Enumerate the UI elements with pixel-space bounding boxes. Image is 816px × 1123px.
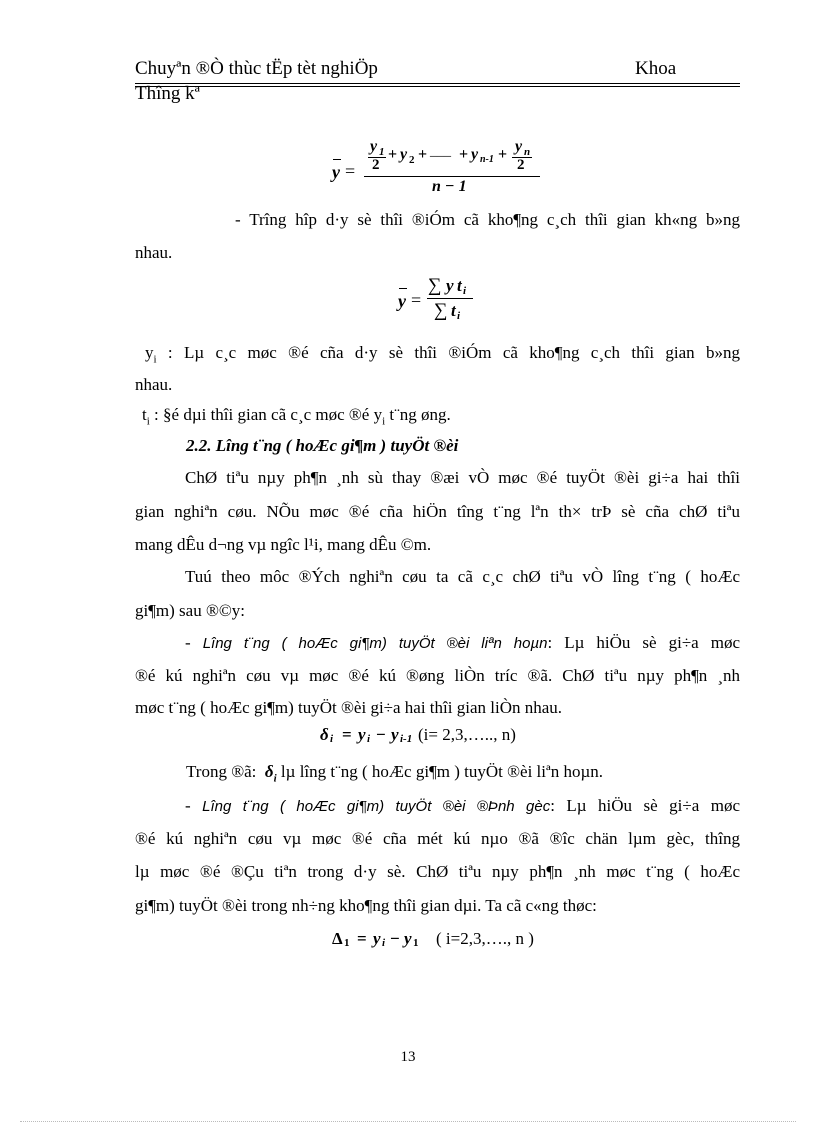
header-title: Chuyªn ®Ò thùc tËp tèt nghiÖp bbox=[135, 58, 378, 79]
formula3-y1-sub: i bbox=[367, 733, 371, 745]
yi-symbol: y bbox=[145, 343, 154, 362]
para6-line3: lµ møc ®é ®Çu tiªn trong d·y sè. ChØ tiªu nµy ph¶n ¸nh møc t¨ng ( hoÆc bbox=[135, 862, 740, 881]
formula2-num-t: t bbox=[457, 276, 462, 295]
formula1-plus1: + bbox=[388, 146, 398, 163]
formula1-yn1-sub: n-1 bbox=[480, 154, 494, 165]
para4-line3: møc t¨ng ( hoÆc gi¶m) tuyÖt ®èi gi÷a hai thîi gian liÒn nhau. bbox=[135, 698, 563, 717]
para3-line1: Tuú theo môc ®Ých nghiªn cøu ta cã c¸c chØ tiªu vÒ lîng t¨ng ( hoÆc bbox=[185, 567, 740, 586]
header-rule-top bbox=[135, 83, 740, 84]
formula1-main-frac bbox=[364, 176, 540, 177]
formula4-y2-sub: 1 bbox=[413, 937, 419, 949]
para4-line2: ®é kú nghiªn cøu vµ møc ®é kú ®øng liÒn tríc ®ã. ChØ tiªu nµy ph¶n ¸nh bbox=[135, 666, 740, 685]
para6-line4: gi¶m) tuyÖt ®èi trong nh÷ng kho¶ng thîi gian dµi. Ta cã c«ng thøc: bbox=[135, 896, 597, 915]
page-number: 13 bbox=[400, 1049, 416, 1065]
formula2-den-i: i bbox=[457, 310, 461, 322]
para3-line2: gi¶m) sau ®©y: bbox=[135, 601, 246, 620]
formula3-y1: y bbox=[358, 725, 366, 744]
ti-definition bbox=[142, 405, 451, 431]
formula1-num-a-den: 2 bbox=[372, 157, 380, 173]
ti-text1: : §é dµi thîi gian cã c¸c møc ®é y bbox=[149, 405, 383, 424]
formula2-num-y: y bbox=[446, 276, 454, 295]
formula1-dash: ___ bbox=[430, 144, 451, 159]
formula3-minus: − bbox=[376, 725, 386, 744]
formula1-y2-sub: 2 bbox=[409, 154, 415, 166]
para4-line1-rest: : Lµ hiÖu sè gi÷a møc bbox=[547, 633, 740, 652]
para4-prefix: - bbox=[185, 633, 203, 652]
ti-yi-subscript: i bbox=[382, 415, 386, 428]
formula2-bar bbox=[399, 288, 407, 289]
header-rule-bottom bbox=[135, 86, 740, 87]
formula1-yn-den: 2 bbox=[517, 157, 525, 173]
formula2-num-sigma: ∑ bbox=[428, 275, 442, 296]
formula-chain-absolute-change bbox=[320, 725, 580, 753]
formula3-condition: (i= 2,3,….., n) bbox=[418, 725, 516, 744]
formula1-plus2: + bbox=[418, 146, 428, 163]
formula2-den-t: t bbox=[451, 301, 456, 320]
formula4-delta: Δ bbox=[332, 929, 343, 948]
formula-weighted-mean bbox=[398, 277, 488, 329]
para5-text1: Trong ®ã: bbox=[186, 762, 257, 781]
header-department-line2: Thîng kª bbox=[135, 83, 200, 104]
formula4-eq: = bbox=[357, 929, 367, 948]
formula4-delta-sub: 1 bbox=[344, 937, 350, 949]
formula2-lhs: y bbox=[398, 291, 406, 311]
para1-line1: - Trîng hîp d·y sè thîi ®iÓm cã kho¶ng c¸ch thîi gian kh«ng b»ng bbox=[235, 210, 740, 229]
page-bottom-edge bbox=[20, 1121, 796, 1122]
para2-line3: mang dÊu d¬ng vµ ngîc l¹i, mang dÊu ©m. bbox=[135, 535, 432, 554]
formula1-num-a-sub: 1 bbox=[379, 146, 385, 158]
yi-definition-line1 bbox=[145, 343, 740, 369]
ti-symbol: t bbox=[142, 405, 147, 424]
formula2-den-sigma: ∑ bbox=[434, 300, 448, 321]
formula1-yn: y bbox=[515, 138, 523, 155]
formula1-plus3: + bbox=[459, 146, 469, 163]
yi-subscript: i bbox=[153, 353, 157, 366]
formula4-condition: ( i=2,3,…., n ) bbox=[436, 929, 534, 948]
formula2-frac bbox=[427, 298, 473, 299]
formula4-y1-sub: i bbox=[382, 937, 386, 949]
para4-italic-term: Lîng t¨ng ( hoÆc gi¶m) tuyÖt ®èi liªn hoµn bbox=[202, 635, 548, 652]
formula-base-absolute-change bbox=[332, 929, 592, 957]
formula1-bar bbox=[333, 159, 341, 160]
ti-subscript: i bbox=[146, 415, 150, 428]
formula4-y2: y bbox=[404, 929, 412, 948]
para5 bbox=[186, 762, 603, 788]
para5-delta: δ bbox=[264, 762, 274, 781]
formula-chronological-mean bbox=[332, 138, 547, 198]
formula1-eq: = bbox=[345, 161, 356, 181]
yi-definition-line2: nhau. bbox=[135, 375, 173, 394]
formula3-delta: δ bbox=[320, 725, 329, 744]
formula1-yn-sub: n bbox=[524, 146, 531, 158]
para6-prefix: - bbox=[185, 796, 203, 815]
formula2-eq: = bbox=[411, 290, 422, 310]
formula3-y2: y bbox=[391, 725, 399, 744]
formula3-delta-sub: i bbox=[330, 733, 334, 745]
yi-text: : Lµ c¸c møc ®é cña d·y sè thîi ®iÓm cã kho¶ng c¸ch thîi gian b»ng bbox=[156, 343, 740, 362]
para6-italic-term: Lîng t¨ng ( hoÆc gi¶m) tuyÖt ®èi ®Þnh gèc bbox=[202, 798, 551, 815]
formula1-denominator: n − 1 bbox=[432, 178, 467, 195]
para4-line1 bbox=[185, 633, 740, 654]
formula1-lhs: y bbox=[332, 162, 340, 182]
para6-line2: ®é kú nghiªn cøu vµ møc ®é cña mét kú nµo ®ã ®îc chän lµm gèc, thîng bbox=[135, 829, 740, 848]
para6-line1 bbox=[185, 796, 740, 817]
formula1-num-a: y bbox=[370, 138, 378, 155]
formula1-yn1: y bbox=[471, 146, 479, 163]
header-department: Khoa bbox=[635, 58, 677, 79]
formula2-num-i: i bbox=[463, 285, 467, 297]
para2-line2: gian nghiªn cøu. NÕu møc ®é cña hiÖn tîng t¨ng lªn th× trÞ sè cña chØ tiªu bbox=[135, 502, 740, 521]
formula1-y2: y bbox=[400, 146, 408, 163]
section-heading: 2.2. Lîng t¨ng ( hoÆc gi¶m ) tuyÖt ®èi bbox=[186, 436, 459, 455]
formula1-plus4: + bbox=[498, 146, 508, 163]
formula3-eq: = bbox=[342, 725, 352, 744]
formula4-minus: − bbox=[390, 929, 400, 948]
formula4-y1: y bbox=[373, 929, 381, 948]
formula3-y2-sub: i-1 bbox=[400, 733, 413, 745]
para5-delta-sub: i bbox=[273, 772, 277, 785]
para1-line2: nhau. bbox=[135, 243, 173, 262]
ti-text2: t¨ng øng. bbox=[385, 405, 451, 424]
para5-text2: lµ lîng t¨ng ( hoÆc gi¶m ) tuyÖt ®èi liªn hoµn. bbox=[276, 762, 603, 781]
para6-line1-rest: : Lµ hiÖu sè gi÷a møc bbox=[550, 796, 740, 815]
para2-line1: ChØ tiªu nµy ph¶n ¸nh sù thay ®æi vÒ møc ®é tuyÖt ®èi gi÷a hai thîi bbox=[185, 468, 740, 487]
